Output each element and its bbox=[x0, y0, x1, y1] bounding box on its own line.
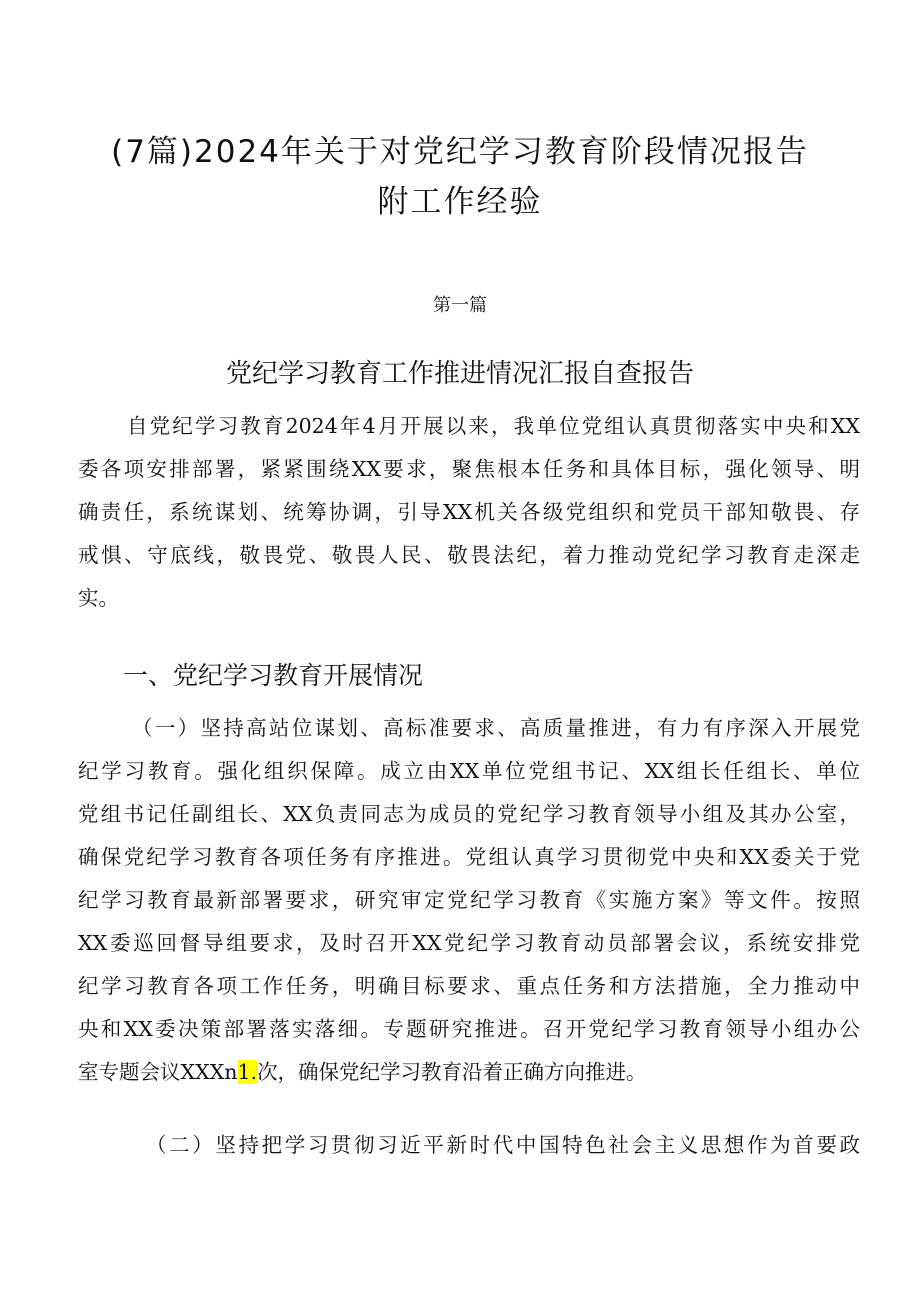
document-title-line1: (7篇)2024年关于对党纪学习教育阶段情况报告 bbox=[111, 134, 809, 170]
section-line: 纪学习教育。强化组织保障。成立由XX单位党组书记、XX组长任组长、单位 bbox=[78, 759, 860, 783]
section-line: XX委巡回督导组要求，及时召开XX党纪学习教育动员部署会议，系统安排党 bbox=[78, 931, 860, 955]
intro-line: 确责任，系统谋划、统筹协调，引导XX机关各级党组织和党员干部知敬畏、存 bbox=[78, 500, 860, 524]
section2-line: （二）坚持把学习贯彻习近平新时代中国特色社会主义思想作为首要政 bbox=[146, 1133, 860, 1157]
report-subtitle: 党纪学习教育工作推进情况汇报自查报告 bbox=[225, 359, 694, 389]
section-line: 纪学习教育各项工作任务，明确目标要求、重点任务和方法措施，全力推动中 bbox=[78, 974, 860, 998]
section-line: 确保党纪学习教育各项任务有序推进。党组认真学习贯彻党中央和XX委关于党 bbox=[78, 845, 860, 869]
section-line: （一）坚持高站位谋划、高标准要求、高质量推进，有力有序深入开展党 bbox=[132, 716, 860, 740]
section-line: 纪学习教育最新部署要求，研究审定党纪学习教育《实施方案》等文件。按照 bbox=[78, 888, 860, 912]
intro-line: 委各项安排部署，紧紧围绕XX要求，聚焦根本任务和具体目标，强化领导、明 bbox=[78, 457, 860, 481]
intro-line: 戒惧、守底线，敬畏党、敬畏人民、敬畏法纪，着力推动党纪学习教育走深走 bbox=[78, 543, 860, 567]
section-line-last bbox=[78, 1057, 860, 1087]
section-line: 党组书记任副组长、XX负责同志为成员的党纪学习教育领导小组及其办公室， bbox=[78, 802, 860, 826]
intro-line: 实。 bbox=[78, 586, 119, 610]
section-text: 室专题会议XXXn bbox=[78, 1060, 238, 1084]
intro-line: 自党纪学习教育2024年4月开展以来，我单位党组认真贯彻落实中央和XX bbox=[127, 414, 860, 438]
section-line: 央和XX委决策部署落实落细。专题研究推进。召开党纪学习教育领导小组办公 bbox=[78, 1017, 860, 1041]
chapter-label: 第一篇 bbox=[433, 295, 487, 316]
section-heading: 一、党纪学习教育开展情况 bbox=[123, 661, 424, 690]
document-title-line2: 附工作经验 bbox=[377, 184, 543, 220]
section-text: 次，确保党纪学习教育沿着正确方向推进。 bbox=[257, 1060, 647, 1084]
highlighted-text: 1. bbox=[237, 1060, 258, 1084]
